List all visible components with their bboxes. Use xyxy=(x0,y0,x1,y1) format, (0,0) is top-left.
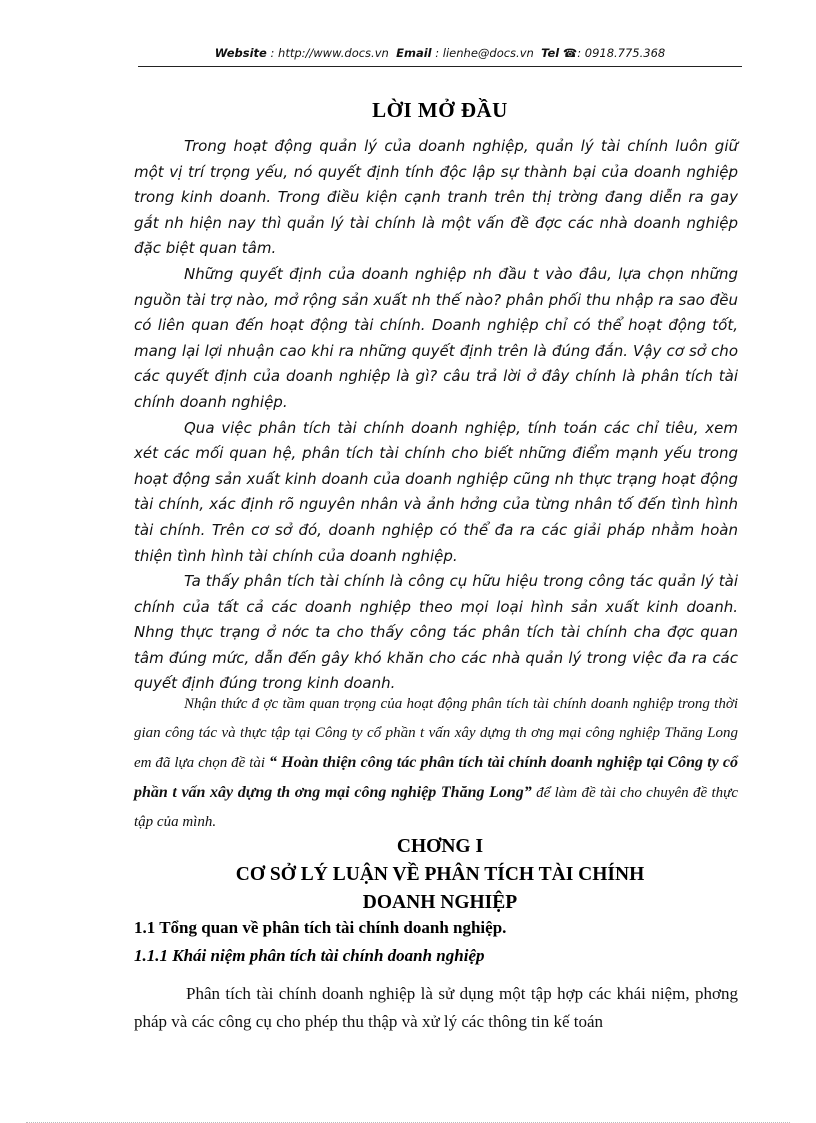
paragraph-4: Ta thấy phân tích tài chính là công cụ hữu hiệu trong công tác quản lý tài chính của tất cả các doanh nghiệp theo mọi loại hình sản xuất kinh doanh. Nhng thực trạng ở nớc ta cho thấy công tác phân tích tài chính cha đợc quan tâm đúng mức, dẫn đến gây khó khăn cho các nhà quản lý trong việc đa ra các quyết định đúng trong kinh doanh. xyxy=(134,572,738,693)
paragraph-1: Trong hoạt động quản lý của doanh nghiệp, quản lý tài chính luôn giữ một vị trí trọng yếu, nó quyết định tính độc lập sự thành bại của doanh nghiệp trong kinh doanh. Trong điều kiện cạnh tranh trên thị trờng đang diễn ra gay gắt nh hiện nay thì quản lý tài chính là một vấn đề đợc các nhà doanh nghiệp đặc biệt quan tâm. xyxy=(134,137,738,258)
email-label: Email xyxy=(396,46,432,60)
topic-paragraph xyxy=(134,690,738,837)
page-title: LỜI MỞ ĐẦU xyxy=(372,98,508,122)
paragraph-3: Qua việc phân tích tài chính doanh nghiệp, tính toán các chỉ tiêu, xem xét các mối quan hệ, phân tích tài chính cho biết những điểm mạnh yếu trong hoạt động sản xuất kinh doanh của doanh nghiệp cũng nh thực trạng hoạt động tài chính, xác định rõ nguyên nhân và ảnh hởng của từng nhân tố đến tình hình tài chính. Trên cơ sở đó, doanh nghiệp có thể đa ra các giải pháp nhằm hoàn thiện tình hình tài chính của doanh nghiệp. xyxy=(134,418,738,565)
header-divider xyxy=(138,66,742,67)
website-value: : http://www.docs.vn xyxy=(270,46,389,60)
definition-paragraph xyxy=(134,980,738,1036)
topic-end: để làm đề tài cho chuyên đề thực tập của mình. xyxy=(134,785,739,830)
phone-icon: ☎ xyxy=(562,46,578,60)
chapter-title-line-2: DOANH NGHIỆP xyxy=(362,892,518,913)
email-value: : lienhe@docs.vn xyxy=(435,46,534,60)
chapter-number: CHƠNG I xyxy=(396,836,484,857)
website-label: Website xyxy=(214,46,267,60)
tel-label: Tel xyxy=(541,46,560,60)
closing-paragraph: Phân tích tài chính doanh nghiệp là sử dụng một tập hợp các khái niệm, phơng pháp và các công cụ cho phép thu thập và xử lý các thông tin kế toán xyxy=(134,984,738,1031)
page-header xyxy=(138,46,742,60)
section-heading-1-1-1: 1.1.1 Khái niệm phân tích tài chính doanh nghiệp xyxy=(134,946,485,965)
topic-lead: Nhận thức đ ợc tầm quan trọng của hoạt động phân tích tài chính doanh nghiệp trong thời gian công tác và thực tập tại Công ty cổ phần t vấn xây dựng th ơng mại công nghiệp Thăng Long em đã lựa chọn đề tài xyxy=(134,696,738,771)
chapter-title-line-1: CƠ SỞ LÝ LUẬN VỀ PHÂN TÍCH TÀI CHÍNH xyxy=(235,864,645,885)
topic-title: “ Hoàn thiện công tác phân tích tài chính doanh nghiệp tại Công ty cổ phần t vấn xây dựng th ơng mại công nghiệp Thăng Long” xyxy=(134,754,739,801)
paragraph-2: Những quyết định của doanh nghiệp nh đầu t vào đâu, lựa chọn những nguồn tài trợ nào, mở rộng sản xuất nh thế nào? phân phối thu nhập ra sao đều có liên quan đến hoạt động tài chính. Doanh nghiệp chỉ có thể hoạt động tốt, mang lại lợi nhuận cao khi ra những quyết định trên là đúng đắn. Vậy cơ sở cho các quyết định của doanh nghiệp là gì? câu trả lời ở đây chính là phân tích tài chính doanh nghiệp. xyxy=(134,264,738,411)
intro-body xyxy=(134,134,738,697)
tel-value: : 0918.775.368 xyxy=(577,46,666,60)
section-heading-1-1: 1.1 Tổng quan về phân tích tài chính doanh nghiệp. xyxy=(134,918,507,937)
